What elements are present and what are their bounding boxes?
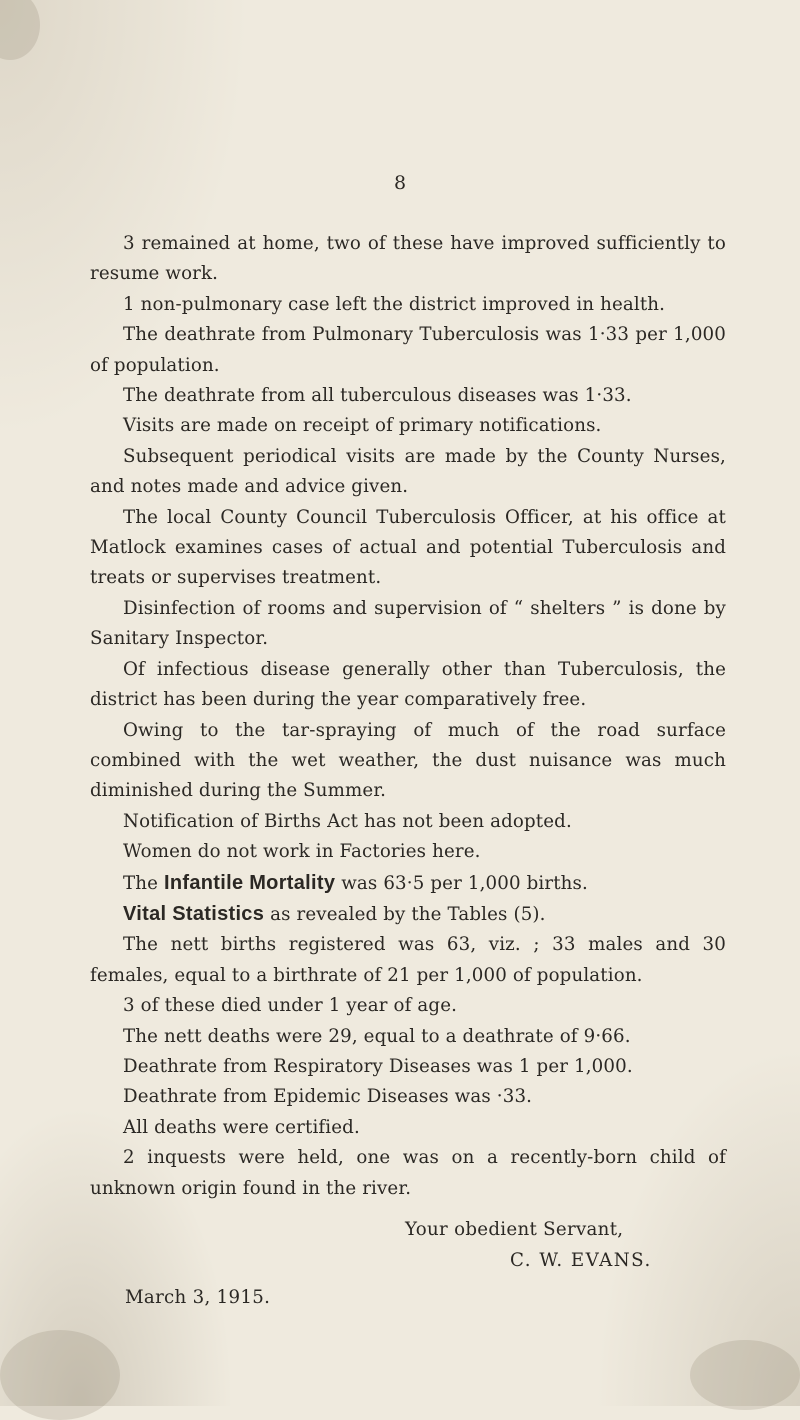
paragraph: 3 remained at home, two of these have improved sufficiently to resume work. xyxy=(90,233,726,285)
infantile-prefix: The xyxy=(123,872,164,894)
paragraph: Deathrate from Epidemic Diseases was ·33. xyxy=(123,1086,533,1108)
vital-statistics-paragraph xyxy=(90,899,726,930)
paragraph: The nett births registered was 63, viz. ; 33 males and 30 females, equal to a birthrate of 21 per 1,000 of population. xyxy=(90,934,726,986)
infantile-rest: was 63·5 per 1,000 births. xyxy=(335,872,588,894)
paragraph: Notification of Births Act has not been adopted. xyxy=(123,810,572,832)
paper-stain xyxy=(0,0,40,60)
paragraph: 3 of these died under 1 year of age. xyxy=(123,995,458,1017)
paragraph: Disinfection of rooms and supervision of “ shelters ” is done by Sanitary Inspector. xyxy=(90,597,726,650)
report-body xyxy=(90,229,726,1204)
paper-stain xyxy=(0,1330,120,1420)
paragraph: The local County Council Tuberculosis Officer, at his office at Matlock examines cases of actual and potential Tuberculosis and treats or supervises treatment. xyxy=(90,506,726,589)
paragraph: Women do not work in Factories here. xyxy=(123,841,481,863)
page-number: 8 xyxy=(393,172,407,194)
signature-closing: Your obedient Servant, xyxy=(405,1219,624,1240)
paragraph: Of infectious disease generally other than Tuberculosis, the district has been during the year comparatively free. xyxy=(90,658,726,711)
paragraph: 1 non-pulmonary case left the district improved in health. xyxy=(123,293,666,315)
infantile-mortality-heading: Infantile Mortality xyxy=(164,871,336,894)
paragraph: The deathrate from all tuberculous diseases was 1·33. xyxy=(123,385,632,407)
paragraph: Visits are made on receipt of primary notifications. xyxy=(123,415,602,437)
paragraph: Owing to the tar-spraying of much of the road surface combined with the wet weather, the dust nuisance was much diminished during the Summer. xyxy=(90,719,726,802)
paragraph: Deathrate from Respiratory Diseases was 1 per 1,000. xyxy=(123,1055,633,1077)
vital-statistics-heading: Vital Statistics xyxy=(123,902,265,925)
signature-name: C. W. EVANS. xyxy=(510,1250,652,1271)
paragraph: Subsequent periodical visits are made by the County Nurses, and notes made and advice given. xyxy=(90,445,726,498)
paper-stain xyxy=(690,1340,800,1410)
infantile-mortality-paragraph xyxy=(90,868,726,899)
paragraph: The deathrate from Pulmonary Tuberculosis was 1·33 per 1,000 of population. xyxy=(90,324,726,376)
paragraph: The nett deaths were 29, equal to a deathrate of 9·66. xyxy=(123,1025,631,1047)
paragraph: 2 inquests were held, one was on a recently-born child of unknown origin found in the river. xyxy=(90,1147,726,1199)
report-date: March 3, 1915. xyxy=(125,1287,271,1308)
vital-rest: as revealed by the Tables (5). xyxy=(264,903,546,925)
paragraph: All deaths were certified. xyxy=(123,1116,360,1138)
